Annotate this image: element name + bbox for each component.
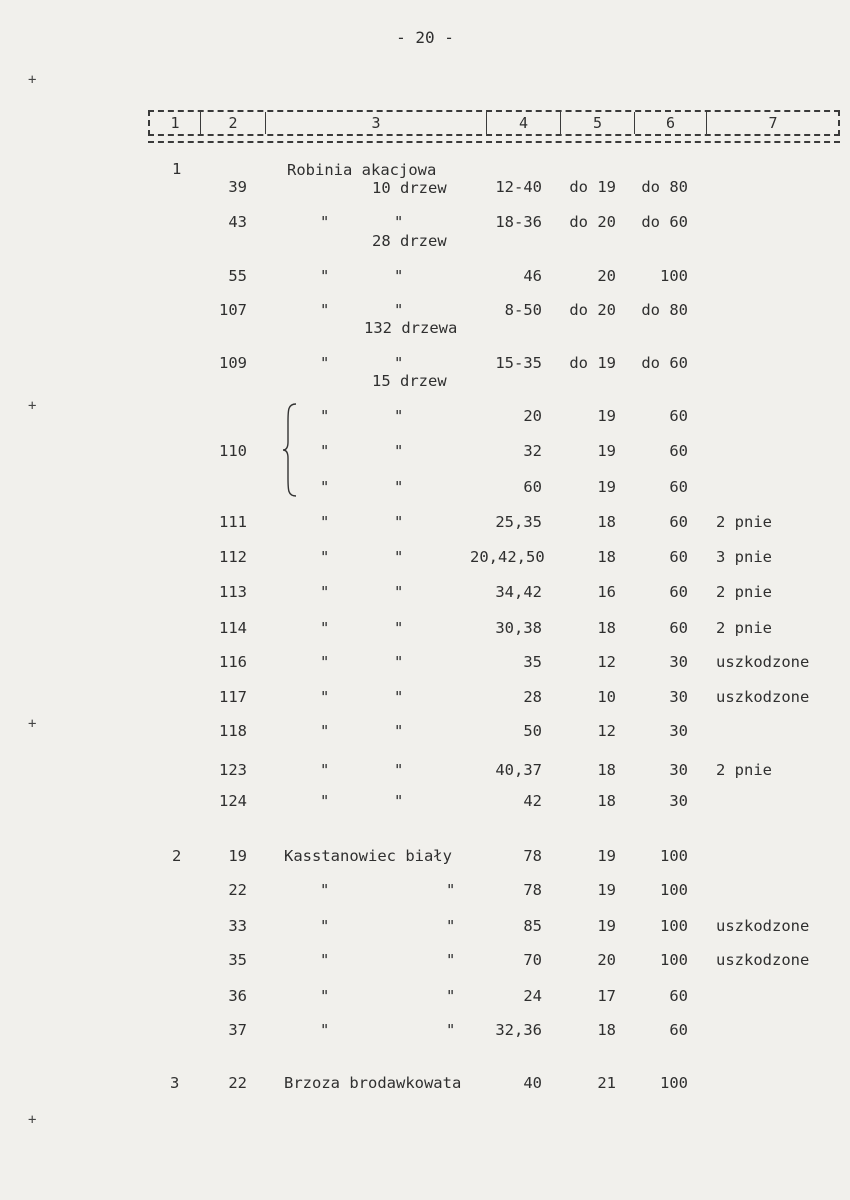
- ditto-mark: ": [446, 1021, 456, 1039]
- ditto-mark: ": [394, 722, 404, 740]
- height-cell: 18: [597, 1021, 616, 1039]
- ditto-mark: ": [320, 478, 330, 496]
- ditto-mark: ": [394, 513, 404, 531]
- crown-cell: 100: [660, 881, 688, 899]
- crown-cell: 100: [660, 847, 688, 865]
- ditto-mark: ": [394, 213, 404, 231]
- crown-cell: 30: [669, 688, 688, 706]
- diameter-cell: 78: [523, 847, 542, 865]
- remarks-cell: uszkodzone: [716, 688, 810, 706]
- remarks-cell: uszkodzone: [716, 951, 810, 969]
- tree-number: 37: [228, 1021, 247, 1039]
- ditto-mark: ": [320, 951, 330, 969]
- crown-cell: do 80: [641, 301, 688, 319]
- crown-cell: 100: [660, 1074, 688, 1092]
- crown-cell: 30: [669, 761, 688, 779]
- ditto-mark: ": [446, 917, 456, 935]
- height-cell: 18: [597, 548, 616, 566]
- ditto-mark: ": [446, 951, 456, 969]
- diameter-cell: 28: [523, 688, 542, 706]
- diameter-cell: 30,38: [495, 619, 542, 637]
- header-col-6: 6: [665, 114, 676, 132]
- ditto-mark: ": [320, 688, 330, 706]
- height-cell: 18: [597, 619, 616, 637]
- diameter-cell: 20,42,50: [470, 548, 545, 566]
- height-cell: 10: [597, 688, 616, 706]
- diameter-cell: 40: [523, 1074, 542, 1092]
- crown-cell: do 80: [641, 178, 688, 196]
- diameter-cell: 18-36: [495, 213, 542, 231]
- ditto-mark: ": [320, 267, 330, 285]
- height-cell: do 20: [569, 301, 616, 319]
- height-cell: 18: [597, 761, 616, 779]
- brace-bracket: [282, 402, 298, 498]
- diameter-cell: 12-40: [495, 178, 542, 196]
- ditto-mark: ": [446, 881, 456, 899]
- header-col-1: 1: [170, 114, 180, 132]
- ditto-mark: ": [320, 792, 330, 810]
- crown-cell: 100: [660, 951, 688, 969]
- remarks-cell: 2 pnie: [716, 513, 772, 531]
- ditto-mark: ": [394, 792, 404, 810]
- ditto-mark: ": [394, 619, 404, 637]
- diameter-cell: 15-35: [495, 354, 542, 372]
- header-separator: [486, 112, 487, 134]
- tree-number: 117: [219, 688, 247, 706]
- header-col-4: 4: [518, 114, 529, 132]
- diameter-cell: 85: [523, 917, 542, 935]
- ditto-mark: ": [320, 213, 330, 231]
- ditto-mark: ": [320, 301, 330, 319]
- ditto-mark: ": [394, 653, 404, 671]
- ditto-mark: ": [394, 478, 404, 496]
- diameter-cell: 70: [523, 951, 542, 969]
- tree-count-note: 28 drzew: [372, 232, 447, 250]
- height-cell: 18: [597, 513, 616, 531]
- tree-number: 22: [228, 1074, 247, 1092]
- crown-cell: 60: [669, 583, 688, 601]
- tree-number: 109: [219, 354, 247, 372]
- crown-cell: 30: [669, 722, 688, 740]
- page-number: - 20 -: [396, 28, 454, 47]
- ditto-mark: ": [394, 301, 404, 319]
- remarks-cell: 2 pnie: [716, 583, 772, 601]
- ditto-mark: ": [320, 761, 330, 779]
- tree-number: 116: [219, 653, 247, 671]
- diameter-cell: 32: [523, 442, 542, 460]
- ditto-mark: ": [394, 267, 404, 285]
- height-cell: 16: [597, 583, 616, 601]
- ditto-mark: ": [320, 548, 330, 566]
- diameter-cell: 34,42: [495, 583, 542, 601]
- tree-number: 114: [219, 619, 247, 637]
- diameter-cell: 46: [523, 267, 542, 285]
- group-number: 3: [170, 1074, 180, 1092]
- height-cell: 18: [597, 792, 616, 810]
- remarks-cell: 3 pnie: [716, 548, 772, 566]
- height-cell: do 19: [569, 354, 616, 372]
- tree-number: 19: [228, 847, 247, 865]
- tree-number: 107: [219, 301, 247, 319]
- height-cell: 19: [597, 478, 616, 496]
- ditto-mark: ": [394, 354, 404, 372]
- diameter-cell: 25,35: [495, 513, 542, 531]
- ditto-mark: ": [320, 354, 330, 372]
- header-separator: [265, 112, 266, 134]
- crown-cell: do 60: [641, 213, 688, 231]
- margin-mark: +: [28, 398, 37, 414]
- ditto-mark: ": [394, 548, 404, 566]
- ditto-mark: ": [320, 619, 330, 637]
- header-col-3: 3: [371, 114, 381, 132]
- diameter-cell: 50: [523, 722, 542, 740]
- crown-cell: 60: [669, 619, 688, 637]
- ditto-mark: ": [394, 761, 404, 779]
- ditto-mark: ": [320, 653, 330, 671]
- header-col-5: 5: [592, 114, 603, 132]
- crown-cell: 60: [669, 478, 688, 496]
- tree-number: 55: [228, 267, 247, 285]
- ditto-mark: ": [320, 407, 330, 425]
- ditto-mark: ": [320, 917, 330, 935]
- tree-number: 39: [228, 178, 247, 196]
- tree-number: 43: [228, 213, 247, 231]
- height-cell: do 20: [569, 213, 616, 231]
- height-cell: 19: [597, 917, 616, 935]
- diameter-cell: 20: [523, 407, 542, 425]
- tree-number: 123: [219, 761, 247, 779]
- ditto-mark: ": [394, 407, 404, 425]
- diameter-cell: 60: [523, 478, 542, 496]
- margin-mark: +: [28, 716, 37, 732]
- tree-number: 36: [228, 987, 247, 1005]
- height-cell: 19: [597, 407, 616, 425]
- crown-cell: 30: [669, 792, 688, 810]
- crown-cell: 100: [660, 267, 688, 285]
- height-cell: 19: [597, 881, 616, 899]
- crown-cell: 60: [669, 1021, 688, 1039]
- ditto-mark: ": [320, 442, 330, 460]
- ditto-mark: ": [394, 583, 404, 601]
- tree-count-note: 15 drzew: [372, 372, 447, 390]
- header-separator: [560, 112, 561, 134]
- height-cell: 17: [597, 987, 616, 1005]
- species-name: Brzoza brodawkowata: [284, 1074, 462, 1092]
- diameter-cell: 32,36: [495, 1021, 542, 1039]
- tree-number: 113: [219, 583, 247, 601]
- table-header-underline: [148, 141, 840, 143]
- ditto-mark: ": [394, 688, 404, 706]
- crown-cell: 30: [669, 653, 688, 671]
- tree-number: 35: [228, 951, 247, 969]
- diameter-cell: 40,37: [495, 761, 542, 779]
- ditto-mark: ": [320, 722, 330, 740]
- diameter-cell: 8-50: [504, 301, 542, 319]
- diameter-cell: 35: [523, 653, 542, 671]
- remarks-cell: 2 pnie: [716, 761, 772, 779]
- remarks-cell: uszkodzone: [716, 653, 810, 671]
- diameter-cell: 42: [523, 792, 542, 810]
- species-name: Robinia akacjowa: [287, 161, 437, 179]
- header-col-2: 2: [228, 114, 238, 132]
- tree-number: 33: [228, 917, 247, 935]
- tree-number: 124: [219, 792, 247, 810]
- crown-cell: 60: [669, 987, 688, 1005]
- height-cell: 12: [597, 653, 616, 671]
- tree-number: 111: [219, 513, 247, 531]
- tree-number: 112: [219, 548, 247, 566]
- height-cell: 12: [597, 722, 616, 740]
- header-separator: [706, 112, 707, 134]
- ditto-mark: ": [394, 442, 404, 460]
- tree-number: 110: [219, 442, 247, 460]
- header-separator: [200, 112, 201, 134]
- ditto-mark: ": [320, 513, 330, 531]
- tree-count-note: 10 drzew: [372, 179, 447, 197]
- tree-number: 22: [228, 881, 247, 899]
- ditto-mark: ": [446, 987, 456, 1005]
- crown-cell: 60: [669, 548, 688, 566]
- crown-cell: 100: [660, 917, 688, 935]
- ditto-mark: ": [320, 881, 330, 899]
- species-name: Kasstanowiec biały: [284, 847, 452, 865]
- crown-cell: 60: [669, 407, 688, 425]
- remarks-cell: uszkodzone: [716, 917, 810, 935]
- ditto-mark: ": [320, 583, 330, 601]
- ditto-mark: ": [320, 1021, 330, 1039]
- diameter-cell: 24: [523, 987, 542, 1005]
- height-cell: 20: [597, 267, 616, 285]
- remarks-cell: 2 pnie: [716, 619, 772, 637]
- margin-mark: +: [28, 72, 37, 88]
- height-cell: 20: [597, 951, 616, 969]
- height-cell: 19: [597, 442, 616, 460]
- header-col-7: 7: [768, 114, 778, 132]
- diameter-cell: 78: [523, 881, 542, 899]
- tree-count-note: 132 drzewa: [364, 319, 458, 337]
- crown-cell: do 60: [641, 354, 688, 372]
- crown-cell: 60: [669, 513, 688, 531]
- margin-mark: +: [28, 1112, 37, 1128]
- height-cell: 21: [597, 1074, 616, 1092]
- group-number: 1: [172, 160, 182, 178]
- ditto-mark: ": [320, 987, 330, 1005]
- crown-cell: 60: [669, 442, 688, 460]
- group-number: 2: [172, 847, 182, 865]
- height-cell: 19: [597, 847, 616, 865]
- height-cell: do 19: [569, 178, 616, 196]
- header-separator: [634, 112, 635, 134]
- tree-number: 118: [219, 722, 247, 740]
